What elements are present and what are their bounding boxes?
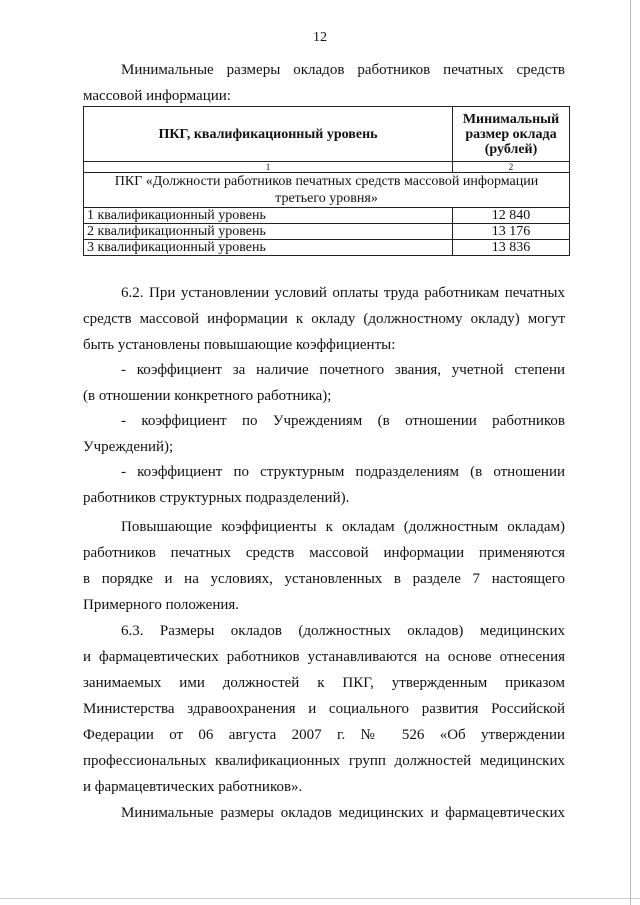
salary-cell: 12 840	[453, 208, 570, 224]
table-group-row	[84, 173, 570, 208]
level-cell: 2 квалификационный уровень	[84, 224, 453, 240]
col2-header-line: Минимальный	[462, 111, 560, 127]
section-6-2-line: 6.2. При установлении условий оплаты труда работникам печатных	[121, 285, 565, 301]
table-row	[84, 224, 570, 240]
section-6-3-line: занимаемых ими должностей к ПКГ, утвержденным приказом	[83, 675, 565, 691]
raising-para-line: в порядке и на условиях, установленных в разделе 7 настоящего	[83, 571, 565, 587]
coefficient-item-line: - коэффициент за наличие почетного звания, учетной степени	[121, 362, 565, 378]
salary-table	[83, 106, 570, 256]
raising-para-line: Повышающие коэффициенты к окладам (должностным окладам)	[121, 519, 565, 535]
salary-cell: 13 836	[453, 240, 570, 256]
col1-number: 1	[84, 162, 453, 173]
page-edge	[630, 0, 631, 905]
level-cell: 1 квалификационный уровень	[84, 208, 453, 224]
coefficient-item-line: работников структурных подразделений).	[83, 490, 350, 506]
table-header-row	[84, 107, 570, 162]
coefficient-item-line: - коэффициент по Учреждениям (в отношении работников	[121, 413, 565, 429]
table-number-row	[84, 162, 570, 173]
col1-header: ПКГ, квалификационный уровень	[84, 107, 453, 162]
coefficient-item-line: - коэффициент по структурным подразделениям (в отношении	[121, 464, 565, 480]
page-number: 12	[313, 30, 327, 45]
group-title	[84, 173, 570, 208]
col2-header-line: (рублей)	[484, 141, 538, 157]
section-6-2-line: средств массовой информации к окладу (должностному окладу) могут	[83, 311, 565, 327]
section-6-2-line: быть установлены повышающие коэффициенты:	[83, 337, 396, 353]
section-6-3-line: и фармацевтических работников устанавливаются на основе отнесения	[83, 649, 565, 665]
group-title-line: ПКГ «Должности работников печатных средств массовой информации	[114, 174, 539, 189]
col2-number: 2	[453, 162, 570, 173]
salary-cell: 13 176	[453, 224, 570, 240]
section-6-3-line: и фармацевтических работников».	[83, 779, 303, 795]
section-6-3-line: Федерации от 06 августа 2007 г. № 526 «Об утверждении	[83, 727, 565, 743]
intro-line-1: Минимальные размеры окладов работников печатных средств	[121, 62, 565, 78]
col2-header	[453, 107, 570, 162]
table-row	[84, 208, 570, 224]
group-title-line: третьего уровня»	[275, 191, 378, 206]
col2-header-line: размер оклада	[465, 126, 557, 142]
section-6-3-line: профессиональных квалификационных групп должностей медицинских	[83, 753, 565, 769]
coefficient-item-line: Учреждений);	[83, 439, 174, 455]
final-line: Минимальные размеры окладов медицинских и фармацевтических	[121, 805, 565, 821]
raising-para-line: Примерного положения.	[83, 597, 240, 613]
section-6-3-line: Министерства здравоохранения и социального развития Российской	[83, 701, 565, 717]
coefficient-item-line: (в отношении конкретного работника);	[83, 388, 332, 404]
section-6-3-line: 6.3. Размеры окладов (должностных окладов) медицинских	[121, 623, 565, 639]
raising-para-line: работников печатных средств массовой информации применяются	[83, 545, 565, 561]
intro-line-2: массовой информации:	[83, 88, 231, 104]
page-bottom-edge	[0, 898, 640, 899]
level-cell: 3 квалификационный уровень	[84, 240, 453, 256]
table-row	[84, 240, 570, 256]
